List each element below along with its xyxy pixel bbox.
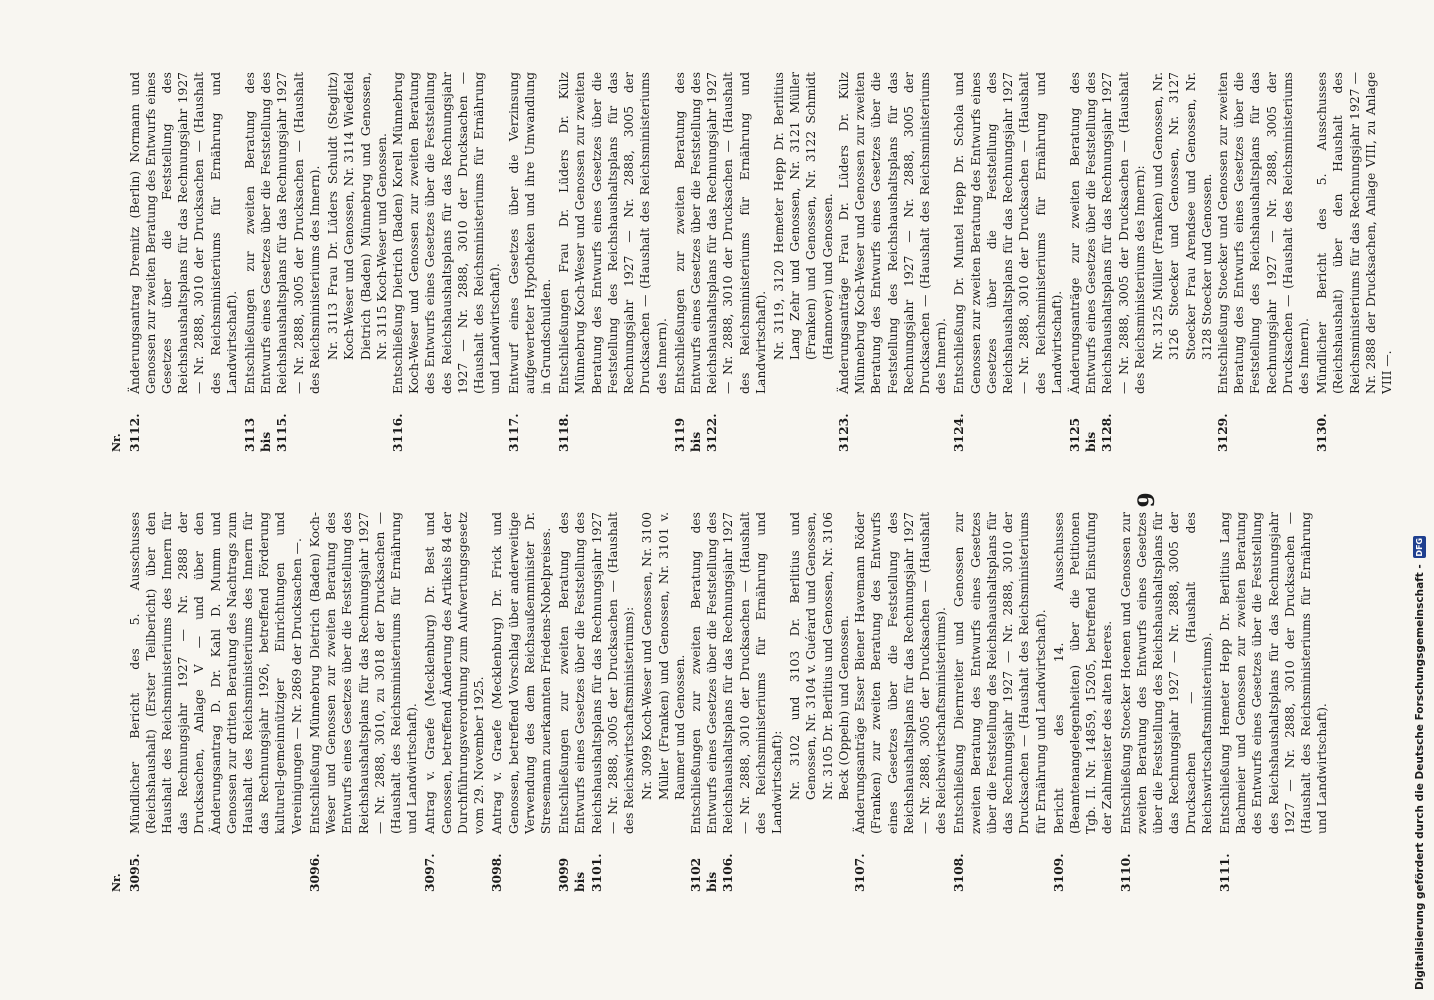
document-entry — [1215, 72, 1312, 452]
entry-number: 3124. — [951, 413, 967, 452]
document-sub-entry: Nr. 3113 Frau Dr. Lüders Schuldt (Steglitz) Koch-Weser und Genossen, Nr. 3114 Wiedfeld Dietrich (Baden) Münnebrug und Genossen, Nr. 3115 Koch-Weser und Genossen. — [326, 72, 389, 360]
document-entry — [242, 72, 323, 452]
document-sub-entry: Nr. 3119, 3120 Hemeter Hepp Dr. Berlitius Lang Zehr und Genossen, Nr. 3121 Müller (Franken) und Genossen, Nr. 3122 Schmidt (Hannover) und Genossen. — [772, 72, 835, 360]
entry-text: Entschließungen zur zweiten Beratung des Entwurfs eines Gesetzes über die Feststellung des Reichshaushaltsplans für das Rechnungsjahr 1927 — Nr. 2888, 3005 der Drucksachen — (Haushalt des Reichswirtschaftsministeriums): — [557, 512, 637, 834]
entry-number: 3125 bis 3128. — [1066, 413, 1115, 452]
entry-number: 3118. — [556, 413, 572, 452]
document-entry — [951, 512, 1048, 892]
entry-text: Entschließungen zur zweiten Beratung des Entwurfs eines Gesetzes über die Feststellung des Reichshaushaltsplans für das Rechnungsjahr 1927 — Nr. 2888, 3010 der Drucksachen — (Haushalt des Reichsministeriums für Ernährung und Landwirtschaft). — [672, 72, 768, 394]
document-sub-entry: Nr. 3125 Müller (Franken) und Genossen, Nr. 3126 Stoecker und Genossen, Nr. 3127 Stoecker Frau Arendsee und Genossen, Nr. 3128 Stoecker und Genossen. — [1151, 72, 1214, 360]
entry-text: Entschließung Stoecker und Genossen zur zweiten Beratung des Entwurfs eines Gesetzes über die Feststellung des Reichshaushaltsplans für das Rechnungsjahr 1927 — Nr. 2888, 3005 der Drucksachen — (Haushalt des Reichsministeriums des Innern). — [1215, 72, 1312, 394]
entry-text: Änderungsanträge Frau Dr. Lüders Dr. Külz Münnebrug Koch-Weser und Genossen zur zweiten Beratung des Entwurfs eines Gesetzes über die Feststellung des Reichshaushaltsplans für das Rechnungsjahr 1927 — Nr. 2888, 3005 der Drucksachen — (Haushalt des Reichsministeriums des Innern). — [836, 72, 949, 394]
document-entry — [1314, 72, 1395, 452]
document-entry — [390, 72, 504, 452]
document-entry — [127, 72, 241, 452]
entry-number: 3110. — [1117, 853, 1133, 892]
document-entry — [1217, 512, 1331, 892]
entry-text: Entschließung Hemeter Hepp Dr. Berlitius Lang Bachmeier und Genossen zur zweiten Beratung des Entwurfs eines Gesetzes über die Feststellung des Reichshaushaltsplans für das Rechnungsjahr 1927 — Nr. 2888, 3010 der Drucksachen — (Haushalt des Reichsministeriums für Ernährung und Landwirtschaft). — [1217, 512, 1330, 834]
document-entry — [556, 72, 670, 452]
entry-number: 3123. — [835, 413, 851, 452]
entry-text: Entschließung Stoecker Hoenen und Genossen zur zweiten Beratung des Entwurfs eines Gesetzes über die Feststellung des Reichshaushaltsplans für das Rechnungsjahr 1927 — Nr. 2888, 3005 der Drucksachen — (Haushalt des Reichswirtschaftsministeriums). — [1118, 512, 1214, 834]
document-entry — [672, 72, 769, 452]
right-column — [110, 72, 1397, 452]
entry-text: Mündlicher Bericht des 5. Ausschusses (Reichshaushalt) über den Haushalt des Reichsministeriums für das Rechnungsjahr 1927 — Nr. 2888 der Drucksachen, Anlage VIII, zu Anlage VIII —. — [1315, 72, 1395, 394]
left-column — [110, 512, 1332, 892]
entry-text: Entschließungen zur zweiten Beratung des Entwurfs eines Gesetzes über die Feststellung des Reichshaushaltsplans für das Rechnungsjahr 1927 — Nr. 2888, 3010 der Drucksachen — (Haushalt des Reichsministeriums für Ernährung und Landwirtschaft): — [688, 512, 785, 834]
document-sub-entry: Nr. 3102 und 3103 Dr. Berlitius und Genossen, Nr. 3104 v. Guérard und Genossen, Nr. 3105 Dr. Berlitius und Genossen, Nr. 3106 Beck (Oppeln) und Genossen. — [788, 512, 851, 800]
entry-number: 3119 bis 3122. — [671, 413, 720, 452]
digitization-footer — [1413, 536, 1426, 990]
entry-number: 3099 bis 3101. — [556, 853, 604, 892]
entry-number: 3116. — [390, 413, 406, 452]
document-entry — [1067, 72, 1148, 452]
document-entry — [688, 512, 785, 892]
document-entry — [1051, 512, 1116, 892]
entry-text: Entwurf eines Gesetzes über die Verzinsung aufgewerteter Hypotheken und ihre Umwandlung in Grundschulden. — [506, 72, 553, 394]
entry-text: Entschließung Münnebrug Dietrich (Baden) Koch-Weser und Genossen zur zweiten Beratung des Entwurfs eines Gesetzes über die Feststellung des Reichshaushaltsplans für das Rechnungsjahr 1927 — Nr. 2888, 3010, zu 3018 der Drucksachen — (Haushalt des Reichsministeriums für Ernährung und Landwirtschaft). — [307, 512, 420, 834]
document-entry — [422, 512, 487, 892]
column-label: Nr. — [110, 873, 123, 892]
entry-number: 3107. — [852, 853, 868, 892]
entry-number: 3109. — [1050, 853, 1066, 892]
entry-text: Änderungsanträge Esser Biener Havemann Röder (Franken) zur zweiten Beratung des Entwurfs eines Gesetzes über die Feststellung des Reichshaushaltsplans für das Rechnungsjahr 1927 — Nr. 2888, 3005 der Drucksachen — (Haushalt des Reichswirtschaftsministeriums). — [853, 512, 949, 834]
footer-text: Digitalisierung gefördert durch die Deutsche Forschungsgemeinschaft - — [1413, 564, 1426, 990]
entry-number: 3112. — [126, 413, 142, 452]
entry-number: 3129. — [1214, 413, 1230, 452]
document-entry — [556, 512, 637, 892]
entry-number: 3130. — [1314, 413, 1330, 452]
entry-text: Antrag v. Graefe (Mecklenburg) Dr. Best und Genossen, betreffend Änderung des Artikels 84 der Durchführungsverordnung zum Aufwertungsgesetz vom 29. November 1925. — [423, 512, 487, 834]
entry-text: Bericht des 14. Ausschusses (Beamtenangelegenheiten) über die Petitionen Tgb. II. Nr. 14859, 15205, betreffend Einstufung der Zahlmeister des alten Heeres. — [1051, 512, 1115, 834]
entry-text: Änderungsanträge zur zweiten Beratung des Entwurfs eines Gesetzes über die Feststellung des Reichshaushaltsplans für das Rechnungsjahr 1927 — Nr. 2888, 3005 der Drucksachen — (Haushalt des Reichsministeriums des Innern): — [1067, 72, 1147, 394]
entry-text: Entschließung Dietrich (Baden) Korell Münnebrug Koch-Weser und Genossen zur zweiten Beratung des Entwurfs eines Gesetzes über die Feststellung des Reichshaushaltsplans für das Rechnungsjahr 1927 — Nr. 2888, 3010 der Drucksachen — (Haushalt des Reichsministeriums für Ernährung und Landwirtschaft). — [391, 72, 503, 394]
entry-text: Änderungsantrag Dremitz (Berlin) Normann und Genossen zur zweiten Beratung des Entwurfs eines Gesetzes über die Feststellung des Reichshaushaltsplans für das Rechnungsjahr 1927 — Nr. 2888, 3010 der Drucksachen — (Haushalt des Reichsministeriums für Ernährung und Landwirtschaft). — [127, 72, 239, 394]
entry-text: Entschließungen Frau Dr. Lüders Dr. Külz Münnebrug Koch-Weser und Genossen zur zweiten Beratung des Entwurfs eines Gesetzes über die Feststellung des Reichshaushaltsplans für das Rechnungsjahr 1927 — Nr. 2888, 3005 der Drucksachen — (Haushalt des Reichsministeriums des Innern). — [557, 72, 669, 394]
document-entry — [1118, 512, 1215, 892]
document-entry — [852, 512, 949, 892]
document-entry — [489, 512, 554, 892]
document-sub-entry: Nr. 3099 Koch-Weser und Genossen, Nr. 3100 Müller (Franken) und Genossen, Nr. 3101 v. Raumer und Genossen. — [640, 512, 687, 800]
entry-number: 3108. — [951, 853, 967, 892]
column-label: Nr. — [110, 433, 123, 452]
entry-text: Mündlicher Bericht des 5. Ausschusses (Reichshaushalt) (Erster Teilbericht) über den Haushalt des Reichsministeriums des Innern für das Rechnungsjahr 1927 — Nr. 2888 der Drucksachen, Anlage V — und über den Änderungsantrag D. Dr. Kahl D. Mumm und Genossen zur dritten Beratung des Nachtrags zum Haushalt des Reichsministeriums des Innern für das Rechnungsjahr 1926, betreffend Förderung kulturell-gemeinnütziger Einrichtungen und Vereinigungen — Nr. 2869 der Drucksachen —. — [127, 512, 304, 834]
document-entry — [127, 512, 305, 892]
document-entry — [836, 72, 950, 452]
entry-number: 3111. — [1216, 853, 1232, 892]
document-entry — [506, 72, 555, 452]
document-entry — [307, 512, 421, 892]
entry-number: 3113 bis 3115. — [242, 413, 290, 452]
page-number: 9 — [1134, 492, 1160, 508]
entry-text: Entschließung Diernreiter und Genossen zur zweiten Beratung des Entwurfs eines Gesetzes über die Feststellung des Reichshaushaltsplans für das Rechnungsjahr 1927 — Nr. 2888, 3010 der Drucksachen — (Haushalt des Reichsministeriums für Ernährung und Landwirtschaft). — [952, 512, 1048, 834]
entry-number: 3095. — [126, 853, 142, 892]
document-entry — [951, 72, 1065, 452]
entry-text: Entschließung Dr. Muntel Hepp Dr. Schola und Genossen zur zweiten Beratung des Entwurfs eines Gesetzes über die Feststellung des Reichshaushaltsplans für das Rechnungsjahr 1927 — Nr. 2888, 3010 der Drucksachen — (Haushalt des Reichsministeriums für Ernährung und Landwirtschaft). — [952, 72, 1064, 394]
entry-number: 3117. — [505, 413, 521, 452]
entry-text: Entschließungen zur zweiten Beratung des Entwurfs eines Gesetzes über die Feststellung des Reichshaushaltsplans für das Rechnungsjahr 1927 — Nr. 2888, 3005 der Drucksachen — (Haushalt des Reichsministeriums des Innern). — [243, 72, 322, 394]
entry-number: 3097. — [422, 853, 438, 892]
entry-text: Antrag v. Graefe (Mecklenburg) Dr. Frick und Genossen, betreffend Vorschlag über anderweitige Verwendung des dem Reichsaußenminister Dr. Stresemann zuerkannten Friedens-Nobelpreises. — [490, 512, 553, 834]
entry-number: 3098. — [489, 853, 505, 892]
entry-number: 3096. — [306, 853, 322, 892]
dfg-logo: DFG — [1415, 537, 1424, 557]
entry-number: 3102 bis 3106. — [687, 853, 736, 892]
